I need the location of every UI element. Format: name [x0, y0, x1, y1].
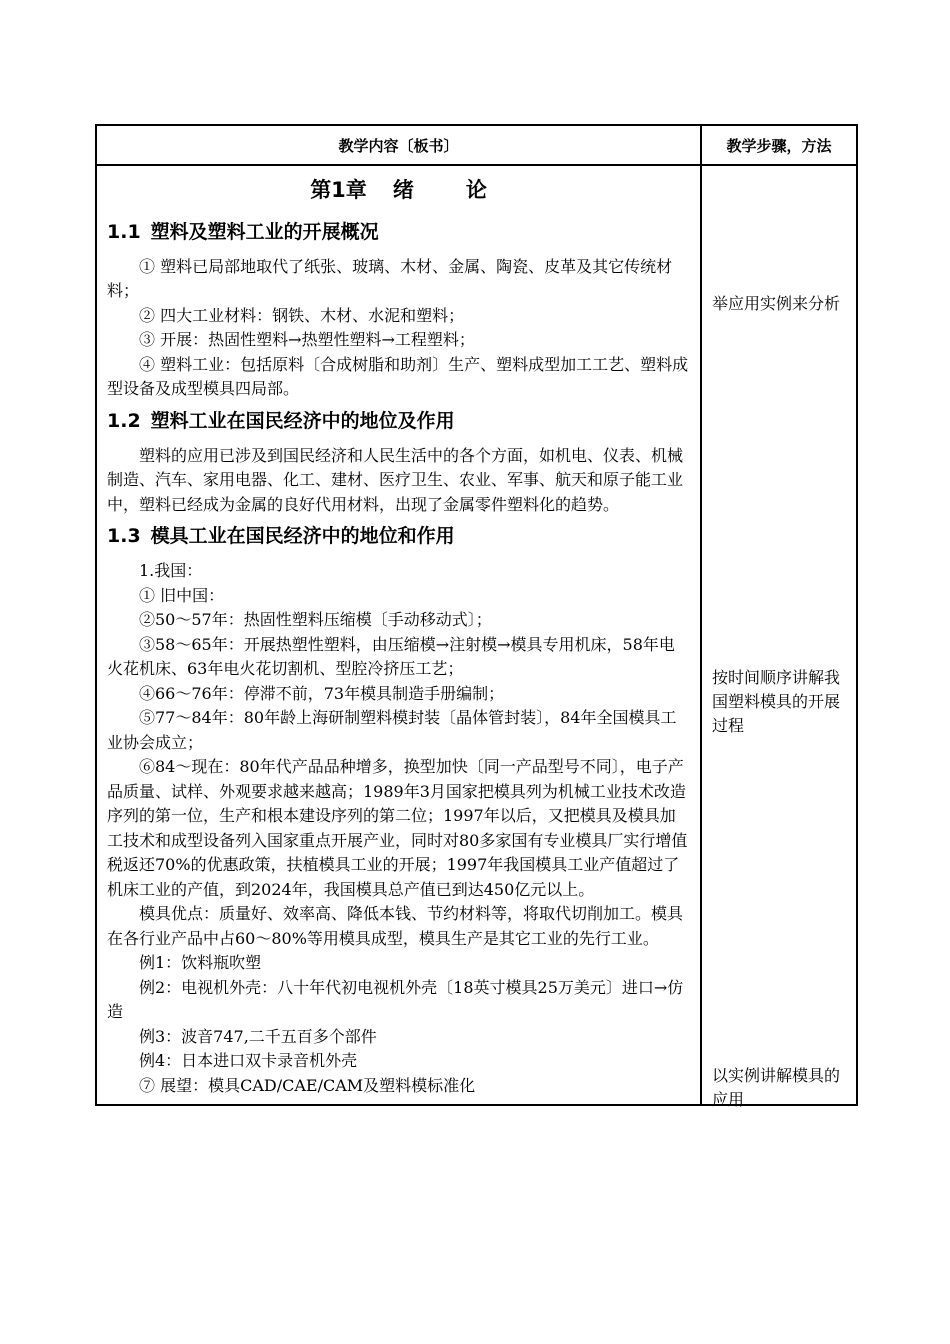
paragraph: ⑥84～现在：80年代产品品种增多，换型加快〔同一产品型号不同〕，电子产品质量、试样、外观要求越来越高；1989年3月国家把模具列为机械工业技术改造序列的第一位，生产和根本建设序列的第二位；1997年以后，又把模具及模具加工技术和成型设备列入国家重点开展产业，同时对80多家国有专业模具厂实行增值税返还70%的优惠政策，扶植模具工业的开展；1997年我国模具工业产值超过了机床工业的产值，到2024年，我国模具总产值已到达450亿元以上。: [107, 757, 688, 899]
section-heading-1-3: 1.3 模具工业在国民经济中的地位和作用: [107, 525, 455, 547]
steps-cell: [701, 165, 857, 1109]
content-column-header: 教学内容〔板书〕: [96, 125, 701, 165]
steps-column-header: 教学步骤，方法: [701, 125, 857, 165]
paragraph: ④ 塑料工业：包括原料〔合成树脂和助剂〕生产、塑料成型加工工艺、塑料成型设备及成型模具四局部。: [107, 354, 689, 398]
step-note: 按时间顺序讲解我国塑料模具的开展过程: [712, 668, 841, 735]
section-heading-1-1: 1.1 塑料及塑料工业的开展概况: [107, 220, 379, 243]
content-cell: [96, 165, 701, 1105]
header-row: [96, 125, 857, 165]
paragraph: ⑤77～84年：80年龄上海研制塑料模封装〔晶体管封装〕，84年全国模具工业协会成立；: [107, 708, 677, 752]
paragraph: ① 塑料已局部地取代了纸张、玻璃、木材、金属、陶瓷、皮革及其它传统材料；: [107, 256, 673, 300]
paragraph: ④66～76年：停滞不前，73年模具制造手册编制；: [139, 683, 505, 703]
paragraph: 例1：饮料瓶吹塑: [139, 953, 262, 972]
paragraph: 塑料的应用已涉及到国民经济和人民生活中的各个方面，如机电、仪表、机械制造、汽车、家用电器、化工、建材、医疗卫生、农业、军事、航天和原子能工业中，塑料已经成为金属的良好代用材料，出现了金属零件塑料化的趋势。: [107, 445, 684, 514]
section-heading-1-2: 1.2 塑料工业在国民经济中的地位及作用: [107, 409, 455, 432]
paragraph: ③ 开展：热固性塑料→热塑性塑料→工程塑料；: [139, 330, 475, 349]
paragraph: ② 四大工业材料：钢铁、木材、水泥和塑料；: [139, 305, 465, 325]
paragraph: ③58～65年：开展热塑性塑料，由压缩模→注射模→模具专用机床，58年电火花机床、63年电火花切割机、型腔冷挤压工艺；: [107, 634, 675, 678]
paragraph: 模具优点：质量好、效率高、降低本钱、节约材料等，将取代切削加工。模具在各行业产品中占60～80%等用模具成型，模具生产是其它工业的先行工业。: [107, 904, 684, 948]
paragraph: ① 旧中国：: [139, 585, 225, 605]
step-note: 以实例讲解模具的应用: [712, 1066, 841, 1109]
paragraph: 例2：电视机外壳：八十年代初电视机外壳〔18英寸模具25万美元〕进口→仿造: [107, 977, 684, 1021]
paragraph: 1.我国：: [139, 561, 203, 580]
lesson-plan-table: [95, 124, 858, 1109]
step-note: 举应用实例来分析: [712, 294, 841, 313]
paragraph: 例3：波音747,二千五百多个部件: [139, 1026, 377, 1046]
paragraph: ⑦ 展望：模具CAD/CAE/CAM及塑料模标准化: [139, 1075, 476, 1095]
paragraph: 例4：日本进口双卡录音机外壳: [139, 1051, 358, 1070]
body-row: [96, 165, 857, 1105]
chapter-title: 第1章 绪 论: [310, 178, 487, 202]
paragraph: ②50～57年：热固性塑料压缩模〔手动移动式〕；: [139, 610, 492, 629]
